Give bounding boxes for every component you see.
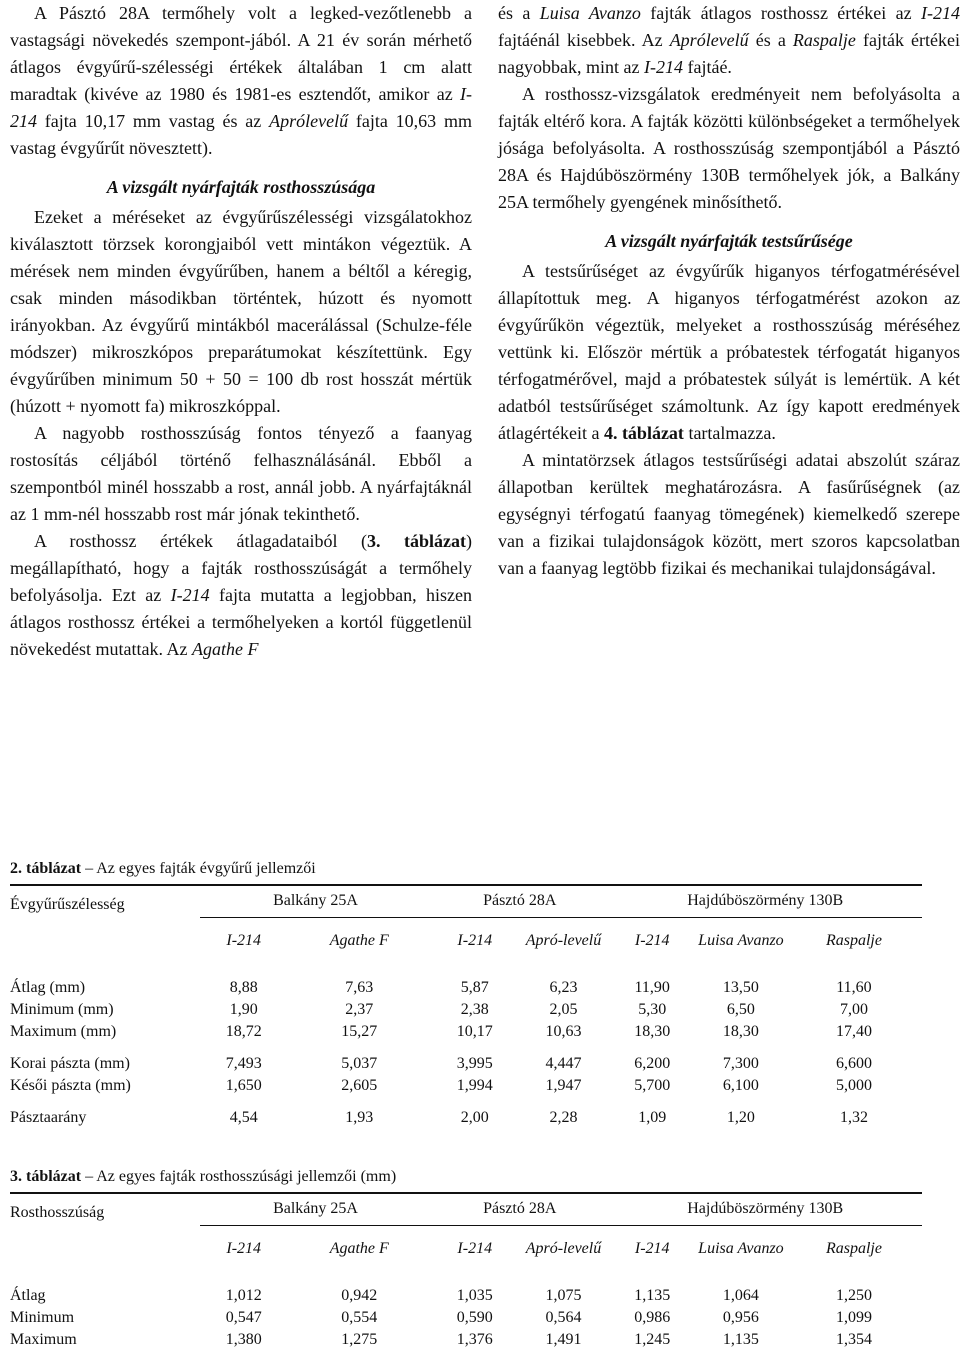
table-cell: 1,035 <box>456 1287 493 1304</box>
variety-name: Raspalje <box>792 30 856 50</box>
table-number: 2. táblázat <box>10 860 82 877</box>
table-cell: 18,30 <box>722 1023 759 1040</box>
table-cell: 1,245 <box>634 1331 671 1348</box>
table-2 <box>10 860 922 1127</box>
table-cell: 15,27 <box>341 1023 378 1040</box>
table-cell: 6,600 <box>835 1055 872 1072</box>
text-run: A testsűrűséget az évgyűrűk higanyos térfogatmérésével állapítottuk meg. A higanyos térfogatmérést azokon az évgyűrűkön végeztük, melyeket a rosthosszúság méréséhez vettünk ki. Először mértük a próbatestek térfogatát higanyos térfogatmérővel, majd a próbatestek súlyát is lemértük. A két adatból testsűrűséget számoltunk. Az így kapott eredmények átlagértékeit a <box>498 261 960 443</box>
paragraph-continuation <box>498 0 960 81</box>
row-label: Maximum <box>10 1331 77 1348</box>
table-row <box>10 1073 922 1095</box>
table-cell: 2,05 <box>549 1001 578 1018</box>
table-cell: 0,547 <box>225 1309 262 1326</box>
table-cell: 6,50 <box>726 1001 755 1018</box>
table-reference: 4. táblázat <box>603 423 684 443</box>
table-reference: 3. táblázat <box>366 531 466 551</box>
table-row <box>10 997 922 1019</box>
table-cell: 17,40 <box>835 1023 872 1040</box>
table-cell: 8,88 <box>229 979 258 996</box>
paragraph-importance: A nagyobb rosthosszúság fontos tényező a faanyag rostosítás céljából történő felhasználásánál. Ebből a szempontból minél hosszabb a rost, annál jobb. A nyárfajtáknál az 1 mm-nél hosszabb rost már jónak tekinthető. <box>10 423 472 524</box>
text-run: és a <box>748 30 793 50</box>
table-row <box>10 1041 922 1073</box>
variety-header: Luisa Avanzo <box>698 1240 784 1258</box>
variety-header: Luisa Avanzo <box>698 932 784 950</box>
data-table <box>10 1192 922 1349</box>
variety-name: Aprólevelű <box>269 111 349 131</box>
table-row <box>10 965 922 997</box>
paragraph-density-importance: A mintatörzsek átlagos testsűrűségi adatai abszolút száraz állapotban kerültek meghatározásra. A fasűrűségnek (az egységnyi térfogatú faanyag tömegének) kiemelkedő szerepe van a fizikai tulajdonságok között, mert szoros kapcsolatban van a faanyag legtöbb fizikai és mechanikai tulajdonságával. <box>498 450 960 578</box>
table-cell: 1,075 <box>545 1287 582 1304</box>
variety-header: Agathe F <box>329 932 389 950</box>
table-cell: 2,38 <box>460 1001 489 1018</box>
paragraph-methods: Ezeket a méréseket az évgyűrűszélességi vizsgálatokhoz kiválasztott törzsek korongjaiból vett mintákon végeztük. A mérések nem minden évgyűrűben, hanem a béltől a kéregig, csak minden másodikban történtek, húzott és nyomott irányokban. Az évgyűrű mintákból macerálással (Schulze-féle módszer) mikroszkópos preparátumokat készítettünk. Egy évgyűrűben minimum 50 + 50 = 100 db rost hosszát mértük (húzott + nyomott fa) mikroszkóppal. <box>10 207 472 416</box>
variety-header: Agathe F <box>329 1240 389 1258</box>
variety-header: I-214 <box>226 932 262 950</box>
variety-header: Raspalje <box>825 1240 882 1258</box>
table-cell: 6,100 <box>722 1077 759 1094</box>
table-cell: 5,037 <box>341 1055 378 1072</box>
table-cell: 1,012 <box>225 1287 262 1304</box>
table-cell: 6,23 <box>549 979 578 996</box>
text-run: fajta mutatta a legjobban, hiszen átlagos rosthossz értékei a termőhelyeken a kortól függetlenül növekedést mutattak. Az <box>10 585 472 659</box>
text-run: fajtáénál kisebbek. Az <box>498 30 670 50</box>
table-cell: 11,90 <box>634 979 670 996</box>
section-heading-rosthossz: A vizsgált nyárfajták rosthosszúsága <box>106 177 376 197</box>
text-run: és a <box>498 3 540 23</box>
group-header: Hajdúböszörmény 130B <box>608 1193 922 1225</box>
table-cell: 5,30 <box>638 1001 667 1018</box>
table-title: – Az egyes fajták évgyűrű jellemzői <box>81 860 316 877</box>
group-header: Balkány 25A <box>200 885 431 917</box>
row-label: Késői pászta (mm) <box>10 1077 131 1094</box>
paragraph-pasztó <box>10 0 472 162</box>
group-header: Balkány 25A <box>200 1193 431 1225</box>
variety-header: I-214 <box>226 1240 262 1258</box>
text-run: fajta 10,63 mm vastag évgyűrűt növesztett). <box>10 111 472 158</box>
paragraph-age-effect: A rosthossz-vizsgálatok eredményeit nem befolyásolta a fajták eltérő kora. A fajták közötti különbségeket a termőhelyek jósága befolyásolta. A rosthosszúság szempontjából a Pásztó 28A és Hajdúböszörmény 130B termőhelyek jók, a Balkány 25A termőhely gyengének minősíthető. <box>498 84 960 212</box>
table-cell: 1,354 <box>835 1331 872 1348</box>
variety-header: Raspalje <box>825 932 882 950</box>
variety-header: I-214 <box>634 932 670 950</box>
table-cell: 5,000 <box>835 1077 872 1094</box>
row-label: Minimum <box>10 1309 75 1326</box>
table-cell: 1,994 <box>456 1077 493 1094</box>
table-cell: 0,590 <box>456 1309 493 1326</box>
right-column <box>498 0 960 582</box>
variety-name: I-214 <box>170 585 210 605</box>
row-label: Átlag <box>10 1287 46 1304</box>
variety-name: I-214 <box>643 57 683 77</box>
text-run: fajtáé. <box>682 57 732 77</box>
text-run: fajta 10,17 mm vastag és az <box>37 111 270 131</box>
table-cell: 7,300 <box>722 1055 759 1072</box>
variety-name: Agathe F <box>191 639 259 659</box>
table-cell: 2,28 <box>549 1109 578 1126</box>
variety-header: Apró-levelű <box>525 932 602 950</box>
table-cell: 1,20 <box>726 1109 755 1126</box>
table-row <box>10 1019 922 1041</box>
text-run: fajták értékei nagyobbak, mint az <box>498 30 960 77</box>
table-cell: 11,60 <box>836 979 872 996</box>
text-run: A rosthossz értékek átlagadataiból ( <box>34 531 367 551</box>
table-cell: 2,37 <box>345 1001 374 1018</box>
table-cell: 1,064 <box>722 1287 759 1304</box>
table-cell: 2,00 <box>460 1109 489 1126</box>
table-cell: 1,09 <box>638 1109 667 1126</box>
table-cell: 1,650 <box>225 1077 262 1094</box>
group-header: Hajdúböszörmény 130B <box>608 885 922 917</box>
variety-name: Luisa Avanzo <box>539 3 641 23</box>
row-label: Minimum (mm) <box>10 1001 114 1018</box>
table-cell: 0,554 <box>341 1309 378 1326</box>
table-cell: 4,447 <box>545 1055 582 1072</box>
table-cell: 0,564 <box>545 1309 582 1326</box>
variety-header: Apró-levelű <box>525 1240 602 1258</box>
table-title: – Az egyes fajták rosthosszúsági jellemzői (mm) <box>81 1168 397 1185</box>
group-header: Pásztó 28A <box>431 1193 608 1225</box>
variety-name: Aprólevelű <box>669 30 749 50</box>
table-caption <box>10 860 922 878</box>
data-table <box>10 884 922 1127</box>
table-cell: 1,275 <box>341 1331 378 1348</box>
row-label: Pásztaarány <box>10 1109 87 1126</box>
group-header: Pásztó 28A <box>431 885 608 917</box>
table-3 <box>10 1168 922 1349</box>
table-cell: 0,942 <box>341 1287 378 1304</box>
table-cell: 4,54 <box>229 1109 258 1126</box>
text-run: ) megállapítható, hogy a fajták rosthosszúságát a termőhely befolyásolja. Ezt az <box>10 531 472 605</box>
variety-header: I-214 <box>634 1240 670 1258</box>
table-cell: 0,956 <box>722 1309 759 1326</box>
table-cell: 1,32 <box>839 1109 868 1126</box>
table-cell: 1,491 <box>545 1331 582 1348</box>
row-label: Korai pászta (mm) <box>10 1055 130 1072</box>
table-cell: 1,90 <box>229 1001 258 1018</box>
row-label: Maximum (mm) <box>10 1023 117 1040</box>
table-row <box>10 1273 922 1305</box>
table-cell: 10,63 <box>545 1023 582 1040</box>
table-cell: 7,493 <box>225 1055 262 1072</box>
table-cell: 6,200 <box>634 1055 671 1072</box>
table-caption <box>10 1168 922 1186</box>
table-cell: 1,376 <box>456 1331 493 1348</box>
table-cell: 1,947 <box>545 1077 582 1094</box>
table-cell: 3,995 <box>456 1055 493 1072</box>
table-row-header: Rosthosszúság <box>10 1204 105 1221</box>
paragraph-results <box>10 528 472 663</box>
table-cell: 1,099 <box>835 1309 872 1326</box>
table-cell: 13,50 <box>722 979 759 996</box>
section-heading-testsuruseg: A vizsgált nyárfajták testsűrűsége <box>605 231 853 251</box>
paragraph-density-method <box>498 258 960 447</box>
table-row-header: Évgyűrűszélesség <box>10 896 125 913</box>
table-body <box>10 1273 922 1349</box>
table-body <box>10 965 922 1127</box>
table-cell: 1,135 <box>722 1331 759 1348</box>
table-cell: 5,700 <box>634 1077 671 1094</box>
table-cell: 1,93 <box>345 1109 374 1126</box>
table-cell: 5,87 <box>460 979 489 996</box>
left-column <box>10 0 472 663</box>
variety-header: I-214 <box>457 1240 493 1258</box>
table-row <box>10 1305 922 1327</box>
table-cell: 18,72 <box>225 1023 262 1040</box>
table-cell: 18,30 <box>634 1023 671 1040</box>
table-cell: 0,986 <box>634 1309 671 1326</box>
table-cell: 7,63 <box>345 979 374 996</box>
table-cell: 7,00 <box>839 1001 868 1018</box>
variety-name: I-214 <box>921 3 960 23</box>
table-cell: 10,17 <box>456 1023 493 1040</box>
table-row <box>10 1327 922 1349</box>
variety-name: I-214 <box>10 84 472 131</box>
text-run: A Pásztó 28A termőhely volt a legked-vezőtlenebb a vastagsági növekedés szempont-jából. A 21 év során mérhető átlagos évgyűrű-szélességi értékek általában 1 cm alatt maradtak (kivéve az 1980 és 1981-es esztendőt, amikor az <box>10 3 472 104</box>
row-label: Átlag (mm) <box>10 979 86 996</box>
table-cell: 2,605 <box>341 1077 378 1094</box>
table-row <box>10 1095 922 1127</box>
table-cell: 1,250 <box>835 1287 872 1304</box>
table-number: 3. táblázat <box>10 1168 82 1185</box>
text-run: tartalmazza. <box>683 423 776 443</box>
variety-header: I-214 <box>457 932 493 950</box>
table-cell: 1,380 <box>225 1331 262 1348</box>
table-cell: 1,135 <box>634 1287 671 1304</box>
text-run: fajták átlagos rosthossz értékei az <box>640 3 922 23</box>
